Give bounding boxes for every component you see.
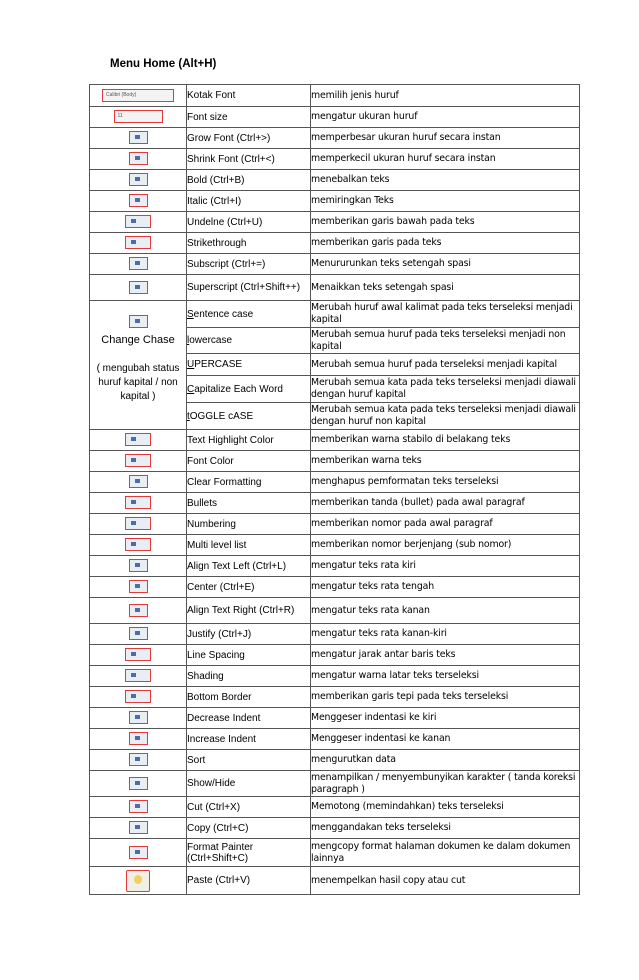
table-row <box>90 708 580 729</box>
command-name: Bullets <box>187 493 311 514</box>
command-name: Subscript (Ctrl+=) <box>187 254 311 275</box>
command-name: lowercase <box>187 328 311 354</box>
decrease-indent-icon <box>129 711 148 724</box>
bottom-border-icon <box>125 690 151 703</box>
table-row <box>90 472 580 493</box>
bullets-icon <box>125 496 151 509</box>
table-row <box>90 687 580 708</box>
font-color-icon <box>125 454 151 467</box>
menu-home-table <box>89 84 580 895</box>
show-hide-icon <box>129 777 148 790</box>
table-row <box>90 191 580 212</box>
command-description: Merubah semua huruf pada teks terseleksi menjadi non kapital <box>311 328 580 354</box>
command-name: Paste (Ctrl+V) <box>187 867 311 895</box>
command-description: menempelkan hasil copy atau cut <box>311 867 580 895</box>
command-name: Copy (Ctrl+C) <box>187 818 311 839</box>
cut-icon <box>129 800 148 813</box>
command-description: Menggeser indentasi ke kiri <box>311 708 580 729</box>
command-description: Merubah semua huruf pada terseleksi menjadi kapital <box>311 354 580 376</box>
command-name: Bottom Border <box>187 687 311 708</box>
copy-icon <box>129 821 148 834</box>
text-highlight-icon <box>125 433 151 446</box>
command-name: Shading <box>187 666 311 687</box>
command-name: Font size <box>187 107 311 128</box>
command-description: Menggeser indentasi ke kanan <box>311 729 580 750</box>
format-painter-icon <box>129 846 148 859</box>
table-row <box>90 666 580 687</box>
superscript-icon <box>129 281 148 294</box>
command-description: memberikan tanda (bullet) pada awal paragraf <box>311 493 580 514</box>
table-row <box>90 839 580 867</box>
line-spacing-icon <box>125 648 151 661</box>
command-description: menampilkan / menyembunyikan karakter ( tanda koreksi paragraph ) <box>311 771 580 797</box>
table-row <box>90 645 580 666</box>
command-description: Menaikkan teks setengah spasi <box>311 275 580 301</box>
command-description: mengatur teks rata kanan-kiri <box>311 624 580 645</box>
command-description: menebalkan teks <box>311 170 580 191</box>
font-size-box-icon: 11 <box>114 110 163 123</box>
command-name: Undelne (Ctrl+U) <box>187 212 311 233</box>
table-row <box>90 451 580 472</box>
command-name: Sentence case <box>187 301 311 328</box>
table-row <box>90 430 580 451</box>
table-row <box>90 624 580 645</box>
table-row <box>90 301 580 328</box>
command-description: memberikan warna stabilo di belakang teks <box>311 430 580 451</box>
command-description: memperkecil ukuran huruf secara instan <box>311 149 580 170</box>
command-name: Show/Hide <box>187 771 311 797</box>
font-name-box-icon: Calibri (Body) <box>102 89 174 102</box>
strikethrough-icon <box>125 236 151 249</box>
change-case-title: Change Chase <box>101 334 175 346</box>
command-name: Decrease Indent <box>187 708 311 729</box>
change-case-group <box>90 301 187 430</box>
command-name: Shrink Font (Ctrl+<) <box>187 149 311 170</box>
command-description: memberikan garis pada teks <box>311 233 580 254</box>
table-row <box>90 577 580 598</box>
table-row <box>90 867 580 895</box>
table-row <box>90 128 580 149</box>
command-description: memperbesar ukuran huruf secara instan <box>311 128 580 149</box>
command-name: Clear Formatting <box>187 472 311 493</box>
command-description: memberikan garis tepi pada teks terseleksi <box>311 687 580 708</box>
command-description: Merubah semua kata pada teks terseleksi menjadi diawali dengan huruf kapital <box>311 376 580 403</box>
bold-icon <box>129 173 148 186</box>
command-description: mengatur ukuran huruf <box>311 107 580 128</box>
command-name: Line Spacing <box>187 645 311 666</box>
command-name: Italic (Ctrl+I) <box>187 191 311 212</box>
align-center-icon <box>129 580 148 593</box>
command-name: Sort <box>187 750 311 771</box>
change-case-icon <box>129 315 148 328</box>
table-row <box>90 750 580 771</box>
paste-icon <box>126 870 150 892</box>
subscript-icon <box>129 257 148 270</box>
command-name: Center (Ctrl+E) <box>187 577 311 598</box>
shrink-font-icon <box>129 152 148 165</box>
command-name: Strikethrough <box>187 233 311 254</box>
command-name: Kotak Font <box>187 85 311 107</box>
change-case-subtitle: ( mengubah status huruf kapital / non kapital ) <box>96 363 180 402</box>
command-name: Multi level list <box>187 535 311 556</box>
command-description: memberikan warna teks <box>311 451 580 472</box>
command-name: Cut (Ctrl+X) <box>187 797 311 818</box>
table-row <box>90 818 580 839</box>
command-description: mengurutkan data <box>311 750 580 771</box>
command-name: Bold (Ctrl+B) <box>187 170 311 191</box>
table-row <box>90 556 580 577</box>
table-row <box>90 85 580 107</box>
command-name: Font Color <box>187 451 311 472</box>
clear-formatting-icon <box>129 475 148 488</box>
command-description: memberikan nomor pada awal paragraf <box>311 514 580 535</box>
command-description: Merubah semua kata pada teks terseleksi menjadi diawali dengan huruf non kapital <box>311 403 580 430</box>
table-row <box>90 170 580 191</box>
command-description: memiringkan Teks <box>311 191 580 212</box>
command-name: Increase Indent <box>187 729 311 750</box>
command-description: mengatur teks rata kanan <box>311 598 580 624</box>
command-name: Grow Font (Ctrl+>) <box>187 128 311 149</box>
table-row <box>90 797 580 818</box>
command-description: Merubah huruf awal kalimat pada teks terseleksi menjadi kapital <box>311 301 580 328</box>
command-description: mengatur jarak antar baris teks <box>311 645 580 666</box>
command-description: memberikan garis bawah pada teks <box>311 212 580 233</box>
table-row <box>90 598 580 624</box>
table-row <box>90 771 580 797</box>
command-name: UPERCASE <box>187 354 311 376</box>
command-description: memberikan nomor berjenjang (sub nomor) <box>311 535 580 556</box>
align-left-icon <box>129 559 148 572</box>
command-name: Numbering <box>187 514 311 535</box>
command-name: Capitalize Each Word <box>187 376 311 403</box>
command-description: menggandakan teks terseleksi <box>311 818 580 839</box>
multilevel-list-icon <box>125 538 151 551</box>
table-row <box>90 254 580 275</box>
command-description: mengatur teks rata kiri <box>311 556 580 577</box>
table-row <box>90 212 580 233</box>
table-row <box>90 514 580 535</box>
command-description: mengatur warna latar teks terseleksi <box>311 666 580 687</box>
command-description: mengatur teks rata tengah <box>311 577 580 598</box>
command-description: mengcopy format halaman dokumen ke dalam dokumen lainnya <box>311 839 580 867</box>
grow-font-icon <box>129 131 148 144</box>
table-row <box>90 275 580 301</box>
page-title: Menu Home (Alt+H) <box>110 58 217 70</box>
command-name: Align Text Left (Ctrl+L) <box>187 556 311 577</box>
command-description: menghapus pemformatan teks terseleksi <box>311 472 580 493</box>
table-row <box>90 493 580 514</box>
italic-icon <box>129 194 148 207</box>
command-name: Justify (Ctrl+J) <box>187 624 311 645</box>
table-row <box>90 535 580 556</box>
table-row <box>90 107 580 128</box>
command-name: Text Highlight Color <box>187 430 311 451</box>
table-row <box>90 149 580 170</box>
underline-icon <box>125 215 151 228</box>
command-name: tOGGLE cASE <box>187 403 311 430</box>
command-description: Menururunkan teks setengah spasi <box>311 254 580 275</box>
command-name: Superscript (Ctrl+Shift++) <box>187 275 311 301</box>
increase-indent-icon <box>129 732 148 745</box>
table-row <box>90 233 580 254</box>
shading-icon <box>125 669 151 682</box>
table-row <box>90 729 580 750</box>
command-name: Align Text Right (Ctrl+R) <box>187 598 311 624</box>
numbering-icon <box>125 517 151 530</box>
justify-icon <box>129 627 148 640</box>
command-name: Format Painter (Ctrl+Shift+C) <box>187 839 311 867</box>
command-description: memilih jenis huruf <box>311 85 580 107</box>
command-description: Memotong (memindahkan) teks terseleksi <box>311 797 580 818</box>
sort-icon <box>129 753 148 766</box>
align-right-icon <box>129 604 148 617</box>
